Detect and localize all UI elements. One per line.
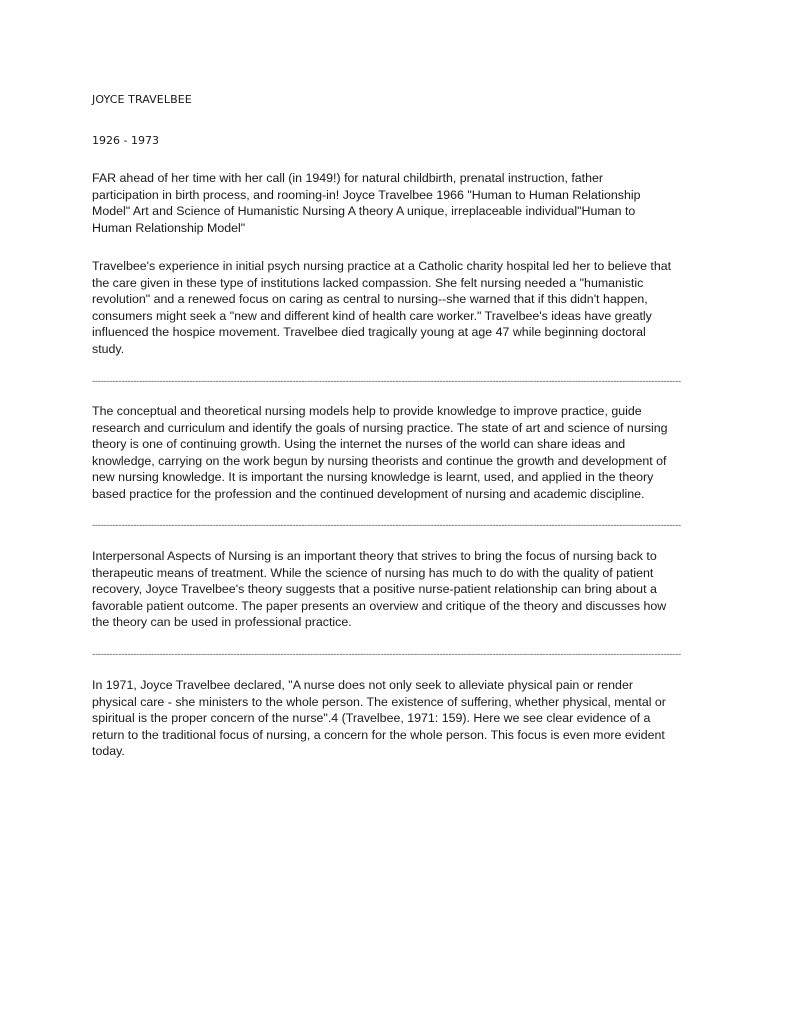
paragraph-line: physical care - she ministers to the whole person. The existence of suffering, whether physical, mental or — [92, 694, 666, 709]
paragraph-line: spiritual is the proper concern of the nurse".4 (Travelbee, 1971: 159). Here we see clear evidence of a — [92, 711, 651, 726]
paragraph-line: participation in birth process, and rooming-in! Joyce Travelbee 1966 "Human to Human Relationship — [92, 187, 641, 202]
section-divider: -------------------------------------------------------------------------------------------------------------------------------------------------------------------------------------------------------- — [92, 520, 681, 531]
paragraph-line: Interpersonal Aspects of Nursing is an important theory that strives to bring the focus of nursing back to — [92, 549, 657, 563]
paragraph-line: the care given in these type of institutions lacked compassion. She felt nursing needed a "humanistic — [92, 275, 644, 290]
paragraph-line: consumers might seek a "new and different kind of health care worker." Travelbee's ideas have greatly — [92, 308, 652, 323]
paragraph-line: knowledge, carrying on the work begun by nursing theorists and continue the growth and development of — [92, 453, 667, 468]
paragraph-line: revolution" and a renewed focus on caring as central to nursing--she warned that if this didn't happen, — [92, 292, 648, 307]
paragraph-line: In 1971, Joyce Travelbee declared, "A nurse does not only seek to alleviate physical pain or render — [92, 678, 633, 692]
paragraph-line: Model" Art and Science of Humanistic Nursing A theory A unique, irreplaceable individual"Human to — [92, 204, 636, 219]
section-divider: -------------------------------------------------------------------------------------------------------------------------------------------------------------------------------------------------------- — [92, 649, 681, 660]
document-title: JOYCE TRAVELBEE — [92, 93, 192, 106]
paragraph-line: theory is one of continuing growth. Using the internet the nurses of the world can share ideas and — [92, 437, 626, 452]
paragraph-line: based practice for the profession and the continued development of nursing and academic discipline. — [92, 486, 645, 501]
paragraph-line: The conceptual and theoretical nursing models help to provide knowledge to improve practice, guide — [92, 404, 642, 418]
paragraph-declaration — [92, 677, 712, 760]
paragraph-line: favorable patient outcome. The paper presents an overview and critique of the theory and discusses how — [92, 598, 667, 613]
paragraph-line: new nursing knowledge. It is important the nursing knowledge is learnt, used, and applied in the theory — [92, 470, 654, 485]
paragraph-line: FAR ahead of her time with her call (in 1949!) for natural childbirth, prenatal instruction, father — [92, 171, 604, 185]
paragraph-line: Travelbee's experience in initial psych nursing practice at a Catholic charity hospital led her to believe that — [92, 259, 672, 273]
paragraph-line: research and curriculum and identify the goals of nursing practice. The state of art and science of nursing — [92, 420, 668, 435]
paragraph-intro — [92, 170, 712, 236]
paragraph-line: Human Relationship Model" — [92, 220, 246, 235]
document-years: 1926 - 1973 — [92, 134, 159, 147]
paragraph-models — [92, 403, 712, 503]
paragraph-line: today. — [92, 744, 125, 759]
section-divider: -------------------------------------------------------------------------------------------------------------------------------------------------------------------------------------------------------- — [92, 376, 681, 387]
paragraph-interpersonal — [92, 548, 712, 631]
paragraph-line: therapeutic means of treatment. While the science of nursing has much to do with the quality of patient — [92, 565, 654, 580]
paragraph-line: the theory can be used in professional practice. — [92, 615, 352, 630]
paragraph-line: influenced the hospice movement. Travelbee died tragically young at age 47 while beginning doctoral — [92, 325, 646, 340]
paragraph-line: recovery, Joyce Travelbee's theory suggests that a positive nurse-patient relationship can bring about a — [92, 582, 657, 597]
paragraph-line: return to the traditional focus of nursing, a concern for the whole person. This focus is even more evident — [92, 727, 665, 742]
paragraph-experience — [92, 258, 712, 358]
paragraph-line: study. — [92, 341, 125, 356]
